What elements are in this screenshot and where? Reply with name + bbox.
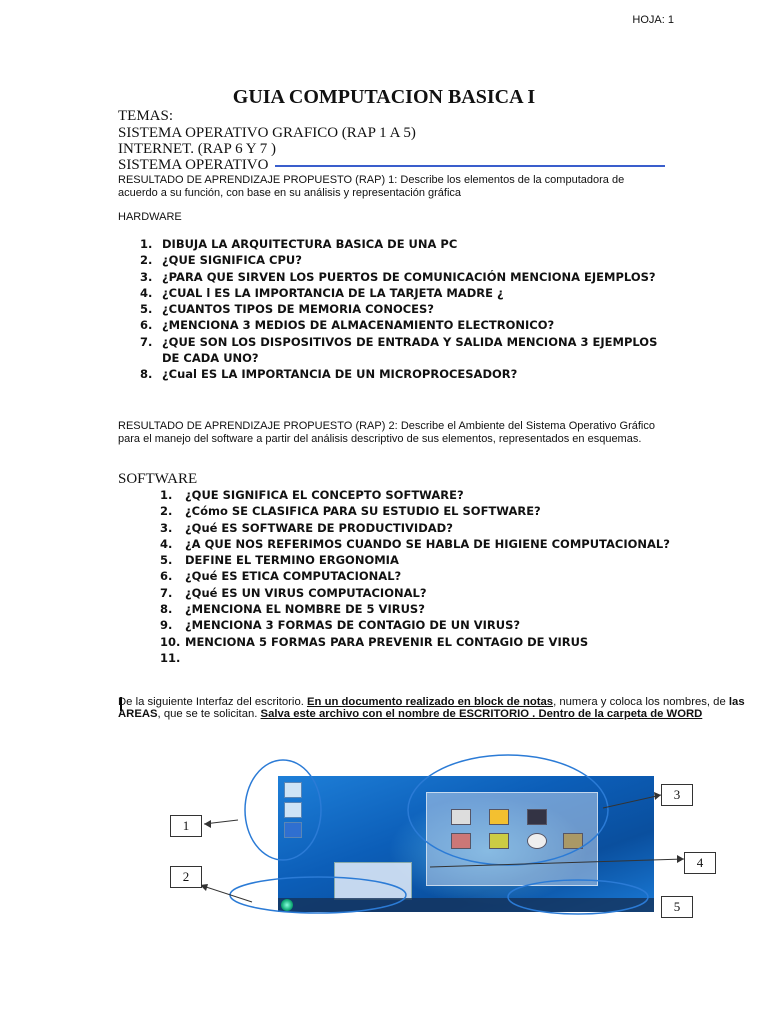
list-item: 8. ¿MENCIONA EL NOMBRE DE 5 VIRUS? [160,602,425,617]
list-item: 1. ¿QUE SIGNIFICA EL CONCEPTO SOFTWARE? [160,488,464,502]
list-item: 2. ¿QUE SIGNIFICA CPU? [140,253,302,268]
software-question-list: 1. ¿QUE SIGNIFICA EL CONCEPTO SOFTWARE? 2. ¿Cómo SE CLASIFICA PARA SU ESTUDIO EL SOFTWARE? 3. ¿Qué ES SOFTWARE DE PRODUCTIVIDAD? 4. ¿A QUE NOS REFERIMOS CUANDO SE HABLA DE HIGIENE COMPUTACIONAL? 5. DEFINE EL TERMINO ERGONOMIA 6. ¿Qué ES ETICA COMPUTACIONAL? 7. ¿Qué ES UN VIRUS COMPUTACIONAL? 8. ¿MENCIONA EL NOMBRE DE 5 VIRUS? 9. ¿MENCIONA 3 FORMAS DE CONTAGIO DE UN VIRUS? 10. MENCIONA 5 FORMAS PARA PREVENIR EL CONTAGIO DE VIRUS 11. [160,487,680,650]
callout-ellipse [508,880,648,914]
desktop-instruction: De la siguiente Interfaz del escritorio. En un documento realizado en block de notas, numera y coloca los nombres, de las AREAS, que se te solicitan. Salva este archivo con el nombre de ESCRITORIO . Dentro de la carpeta de WORD [118,696,745,721]
list-item: 3. ¿Qué ES SOFTWARE DE PRODUCTIVIDAD? [160,520,453,535]
callout-label-3: 3 [661,784,693,806]
callout-ellipse [230,877,406,913]
rap2-description: RESULTADO DE APRENDIZAJE PROPUESTO (RAP) 2: Describe el Ambiente del Sistema Operativo Gráfico para el manejo del software a partir del análisis descriptivo de sus elementos, representados en esquemas. [118,420,655,445]
callout-label-2: 2 [170,866,202,888]
list-item: 7. ¿QUE SON LOS DISPOSITIVOS DE ENTRADA Y SALIDA MENCIONA 3 EJEMPLOS DE CADA UNO? [140,334,658,366]
sheet-number: HOJA: 1 [632,14,674,26]
page-title: GUIA COMPUTACION BASICA I [232,86,536,108]
software-heading: SOFTWARE [118,471,198,487]
callout-label-4: 4 [684,852,716,874]
callout-ellipse [245,760,321,860]
topic-item: INTERNET. (RAP 6 Y 7 ) [118,141,277,157]
topics-label: TEMAS: [118,108,174,124]
list-item: 3. ¿PARA QUE SIRVEN LOS PUERTOS DE COMUNICACIÓN MENCIONA EJEMPLOS? [140,269,656,284]
topic-item: SISTEMA OPERATIVO [118,157,269,173]
list-item: 10. MENCIONA 5 FORMAS PARA PREVENIR EL CONTAGIO DE VIRUS [160,634,589,649]
hardware-heading: HARDWARE [118,211,182,223]
arrow-head [677,855,684,863]
list-item: 5. DEFINE EL TERMINO ERGONOMIA [160,553,399,568]
arrow-head [654,792,661,800]
list-item: 6. ¿MENCIONA 3 MEDIOS DE ALMACENAMIENTO ELECTRONICO? [140,318,555,333]
callout-arrow [603,795,661,808]
list-item: 9. ¿MENCIONA 3 FORMAS DE CONTAGIO DE UN VIRUS? [160,618,521,633]
arrow-head [204,820,211,828]
callout-arrow [200,885,252,902]
rap1-description: RESULTADO DE APRENDIZAJE PROPUESTO (RAP) 1: Describe los elementos de la computadora de acuerdo a su función, con base en su análisis y representación gráfica [118,174,625,199]
list-item: 5. ¿CUANTOS TIPOS DE MEMORIA CONOCES? [140,302,434,317]
list-item: 4. ¿CUAL l ES LA IMPORTANCIA DE LA TARJETA MADRE ¿ [140,285,504,300]
list-item: 1. DIBUJA LA ARQUITECTURA BASICA DE UNA PC [140,237,458,251]
list-item: 4. ¿A QUE NOS REFERIMOS CUANDO SE HABLA DE HIGIENE COMPUTACIONAL? [160,536,670,551]
list-item: 6. ¿Qué ES ETICA COMPUTACIONAL? [160,569,402,584]
list-item: 2. ¿Cómo SE CLASIFICA PARA SU ESTUDIO EL SOFTWARE? [160,504,541,519]
list-item: 7. ¿Qué ES UN VIRUS COMPUTACIONAL? [160,585,427,600]
list-item: 8. ¿Cual ES LA IMPORTANCIA DE UN MICROPROCESADOR? [140,367,518,382]
callout-ellipse [408,755,608,865]
topic-item: SISTEMA OPERATIVO GRAFICO (RAP 1 A 5) [118,125,416,141]
callout-label-1: 1 [170,815,202,837]
callout-label-5: 5 [661,896,693,918]
